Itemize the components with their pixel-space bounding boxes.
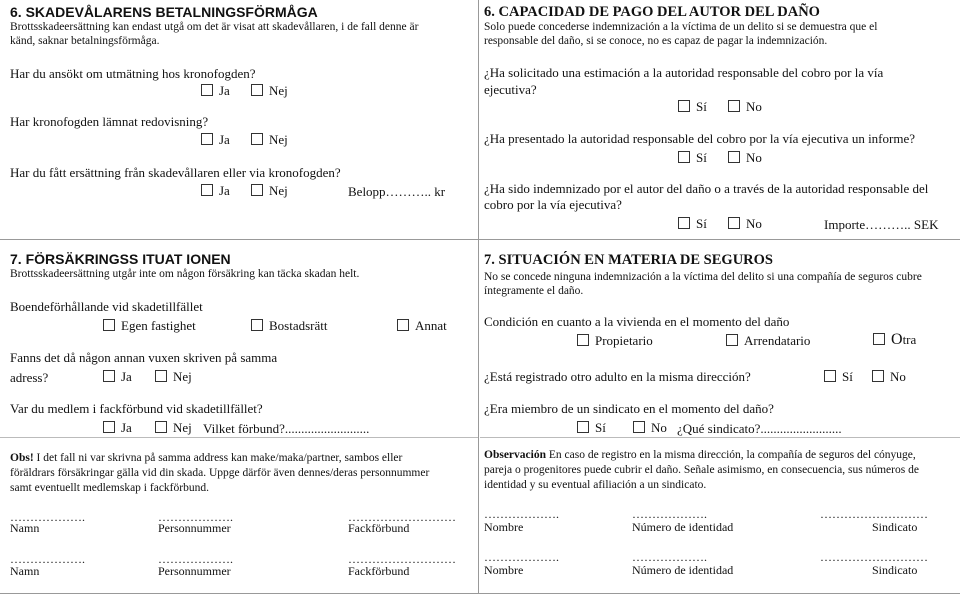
obs-divider-es (480, 437, 960, 438)
obs-note-sv-line2: föräldrars försäkringar gälla vid din skada. Uppge därför även dennes/deras personnummer (10, 467, 430, 479)
checkbox-icon[interactable] (728, 217, 740, 229)
name-dots-es[interactable]: ………………. (484, 507, 559, 521)
option-yes-es[interactable]: Sí (577, 420, 606, 436)
personal-number-dots-sv[interactable]: ………………. (158, 510, 233, 524)
checkbox-icon[interactable] (872, 370, 884, 382)
section6-intro-sv-line1: Brottsskadeersättning kan endast utgå om det är visat att skadevållaren, i de fall denne är (10, 21, 419, 33)
option-no-es[interactable]: No (633, 420, 667, 436)
option-owner-es[interactable]: Propietario (577, 333, 653, 349)
checkbox-icon[interactable] (728, 100, 740, 112)
obs-divider-sv (0, 437, 478, 438)
section6-heading-es: 6. CAPACIDAD DE PAGO DEL AUTOR DEL DAÑO (484, 4, 820, 20)
option-no-es[interactable]: No (872, 369, 906, 385)
checkbox-icon[interactable] (155, 370, 167, 382)
section6-intro-sv-line2: känd, saknar betalningsförmåga. (10, 35, 160, 47)
personal-number-label-sv: Personnummer (158, 521, 231, 535)
checkbox-icon[interactable] (577, 334, 589, 346)
checkbox-icon[interactable] (251, 319, 263, 331)
housing-question-sv: Boendeförhållande vid skadetillfället (10, 299, 203, 314)
personal-number-dots-sv[interactable]: ………………. (158, 552, 233, 566)
checkbox-icon[interactable] (155, 421, 167, 433)
name-dots-sv[interactable]: ………………. (10, 510, 85, 524)
checkbox-icon[interactable] (678, 151, 690, 163)
union-question-sv: Var du medlem i fackförbund vid skadetillfället? (10, 401, 263, 416)
option-no-sv[interactable]: Nej (251, 183, 288, 199)
section7-heading-sv: 7. FÖRSÄKRINGSS ITUAT IONEN (10, 251, 231, 267)
option-yes-sv[interactable]: Ja (201, 183, 230, 199)
union-label-sv: Fackförbund (348, 521, 410, 535)
option-yes-sv[interactable]: Ja (103, 369, 132, 385)
checkbox-icon[interactable] (824, 370, 836, 382)
question-enforcement-es-line2: ejecutiva? (484, 82, 537, 97)
question-compensation-es-line1: ¿Ha sido indemnizado por el autor del daño o a través de la autoridad responsable del (484, 181, 929, 196)
obs-note-es-line3: identidad y su eventual afiliación a un sindicato. (484, 479, 707, 491)
checkbox-icon[interactable] (873, 333, 885, 345)
adult-question-sv-line2: adress? (10, 370, 49, 385)
option-yes-sv[interactable]: Ja (201, 132, 230, 148)
option-other-es[interactable]: Otra (873, 331, 916, 349)
personal-number-label-sv: Personnummer (158, 564, 231, 578)
option-yes-sv[interactable]: Ja (201, 83, 230, 99)
checkbox-icon[interactable] (633, 421, 645, 433)
option-yes-es[interactable]: Sí (678, 99, 707, 115)
union-dots-es[interactable]: ……………………… (820, 550, 928, 564)
name-label-es: Nombre (484, 520, 524, 534)
section7-intro-sv: Brottsskadeersättning utgår inte om någon försäkring kan täcka skadan helt. (10, 268, 360, 280)
union-label-sv: Fackförbund (348, 564, 410, 578)
obs-label-sv: Obs! (10, 452, 34, 464)
checkbox-icon[interactable] (103, 421, 115, 433)
union-dots-es[interactable]: ……………………… (820, 507, 928, 521)
section7-heading-es: 7. SITUACIÓN EN MATERIA DE SEGUROS (484, 252, 773, 268)
name-dots-sv[interactable]: ………………. (10, 552, 85, 566)
question-compensation-es-line2: cobro por la vía ejecutiva? (484, 197, 622, 212)
spanish-column (480, 0, 960, 594)
option-no-es[interactable]: No (728, 216, 762, 232)
option-own-property-sv[interactable]: Egen fastighet (103, 318, 196, 334)
checkbox-icon[interactable] (201, 184, 213, 196)
union-question-es: ¿Era miembro de un sindicato en el momento del daño? (484, 401, 774, 416)
option-yes-sv[interactable]: Ja (103, 420, 132, 436)
union-name-field-sv[interactable]: Vilket förbund?.......................... (203, 421, 370, 436)
adult-question-es: ¿Está registrado otro adulto en la misma dirección? (484, 369, 751, 384)
housing-question-es: Condición en cuanto a la vivienda en el momento del daño (484, 314, 790, 329)
id-number-label-es: Número de identidad (632, 563, 734, 577)
checkbox-icon[interactable] (103, 319, 115, 331)
checkbox-icon[interactable] (728, 151, 740, 163)
section7-intro-es-line1: No se concede ninguna indemnización a la víctima del delito si una compañía de seguros cubre (484, 271, 922, 283)
swedish-column (0, 0, 479, 594)
option-yes-es[interactable]: Sí (824, 369, 853, 385)
obs-note-es-line1: Observación En caso de registro en la misma dirección, la compañía de seguros del cónyuge, (484, 449, 916, 461)
obs-note-sv-line3: samt eventuellt medlemskap i fackförbund. (10, 482, 209, 494)
question-enforcement-es-line1: ¿Ha solicitado una estimación a la autoridad responsable del cobro por la vía (484, 65, 884, 80)
checkbox-icon[interactable] (251, 184, 263, 196)
option-no-es[interactable]: No (728, 150, 762, 166)
question-report-es: ¿Ha presentado la autoridad responsable del cobro por la vía ejecutiva un informe? (484, 131, 915, 146)
section6-intro-es-line2: responsable del daño, si se conoce, no es capaz de pagar la indemnización. (484, 35, 828, 47)
checkbox-icon[interactable] (726, 334, 738, 346)
option-yes-es[interactable]: Sí (678, 150, 707, 166)
checkbox-icon[interactable] (251, 133, 263, 145)
adult-question-sv-line1: Fanns det då någon annan vuxen skriven på samma (10, 350, 278, 365)
option-no-sv[interactable]: Nej (251, 132, 288, 148)
option-no-es[interactable]: No (728, 99, 762, 115)
name-label-sv: Namn (10, 521, 40, 535)
name-dots-es[interactable]: ………………. (484, 550, 559, 564)
option-no-sv[interactable]: Nej (155, 369, 192, 385)
amount-field-sv[interactable]: Belopp……….. kr (348, 184, 446, 199)
obs-label-es: Observación (484, 449, 546, 461)
checkbox-icon[interactable] (678, 100, 690, 112)
section7-intro-es-line2: íntegramente el daño. (484, 285, 584, 297)
id-number-label-es: Número de identidad (632, 520, 734, 534)
section6-intro-es-line1: Solo puede concederse indemnización a la víctima de un delito si se demuestra que el (484, 21, 878, 33)
option-yes-es[interactable]: Sí (678, 216, 707, 232)
section-divider (0, 239, 960, 240)
section6-heading-sv: 6. SKADEVÅLARENS BETALNINGSFÖRMÅGA (10, 4, 318, 20)
checkbox-icon[interactable] (577, 421, 589, 433)
checkbox-icon[interactable] (397, 319, 409, 331)
obs-note-es-line2: pareja o progenitores puede cubrir el daño. Señale asimismo, en consecuencia, sus números de (484, 464, 919, 476)
checkbox-icon[interactable] (103, 370, 115, 382)
option-no-sv[interactable]: Nej (251, 83, 288, 99)
checkbox-icon[interactable] (201, 133, 213, 145)
question-compensation-sv: Har du fått ersättning från skadevållaren eller via kronofogden? (10, 165, 341, 180)
obs-note-sv-line1: Obs! I det fall ni var skrivna på samma address kan make/maka/partner, sambos eller (10, 452, 403, 464)
checkbox-icon[interactable] (251, 84, 263, 96)
checkbox-icon[interactable] (678, 217, 690, 229)
checkbox-icon[interactable] (201, 84, 213, 96)
question-enforcement-sv: Har du ansökt om utmätning hos kronofogden? (10, 66, 256, 81)
option-tenant-es[interactable]: Arrendatario (726, 333, 810, 349)
option-tenant-owner-sv[interactable]: Bostadsrätt (251, 318, 328, 334)
id-number-dots-es[interactable]: ………………. (632, 507, 707, 521)
union-label-es: Sindicato (872, 563, 918, 577)
id-number-dots-es[interactable]: ………………. (632, 550, 707, 564)
name-label-es: Nombre (484, 563, 524, 577)
amount-field-es[interactable]: Importe……….. SEK (824, 217, 939, 232)
option-no-sv[interactable]: Nej (155, 420, 192, 436)
option-other-sv[interactable]: Annat (397, 318, 447, 334)
question-report-sv: Har kronofogden lämnat redovisning? (10, 114, 209, 129)
union-dots-sv[interactable]: ……………………… (348, 552, 456, 566)
union-label-es: Sindicato (872, 520, 918, 534)
union-name-field-es[interactable]: ¿Qué sindicato?......................... (677, 421, 842, 436)
name-label-sv: Namn (10, 564, 40, 578)
union-dots-sv[interactable]: ……………………… (348, 510, 456, 524)
